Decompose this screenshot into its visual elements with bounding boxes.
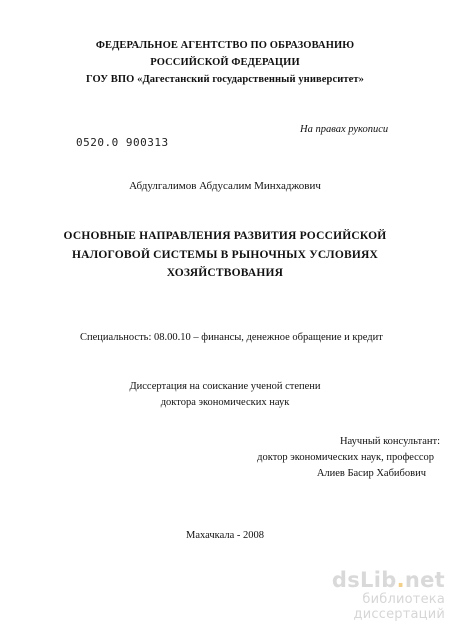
place-year: Махачкала - 2008: [186, 530, 264, 541]
watermark: [300, 568, 445, 622]
header-country: РОССИЙСКОЙ ФЕДЕРАЦИИ: [150, 57, 300, 68]
degree-line-2: доктора экономических наук: [160, 397, 290, 408]
watermark-caption: библиотека диссертаций: [353, 592, 445, 622]
title-line-1: ОСНОВНЫЕ НАПРАВЛЕНИЯ РАЗВИТИЯ РОССИЙСКОЙ: [63, 230, 387, 242]
watermark-logo: [300, 568, 445, 592]
header-agency: ФЕДЕРАЛЬНОЕ АГЕНТСТВО ПО ОБРАЗОВАНИЮ: [95, 40, 355, 51]
header-university: ГОУ ВПО «Дагестанский государственный университет»: [86, 74, 364, 85]
watermark-logo-dot: .: [396, 568, 405, 592]
rights-note: На правах рукописи: [300, 124, 389, 135]
watermark-logo-tld: net: [404, 568, 445, 592]
consultant-degree: доктор экономических наук, профессор: [257, 452, 434, 463]
author-name: Абдулгалимов Абдусалим Минхаджович: [129, 180, 321, 192]
watermark-logo-main: dsLib: [331, 568, 397, 592]
title-line-2: НАЛОГОВОЙ СИСТЕМЫ В РЫНОЧНЫХ УСЛОВИЯХ: [71, 249, 378, 261]
title-line-3: ХОЗЯЙСТВОВАНИЯ: [166, 267, 284, 279]
consultant-block: [240, 436, 440, 484]
consultant-name: Алиев Басир Хабибович: [316, 468, 426, 479]
degree-line-1: Диссертация на соискание ученой степени: [129, 381, 321, 392]
specialty: Специальность: 08.00.10 – финансы, денежное обращение и кредит: [80, 332, 383, 343]
stamp-code: 0520.0 900313: [76, 136, 169, 149]
consultant-label: Научный консультант:: [339, 436, 440, 447]
